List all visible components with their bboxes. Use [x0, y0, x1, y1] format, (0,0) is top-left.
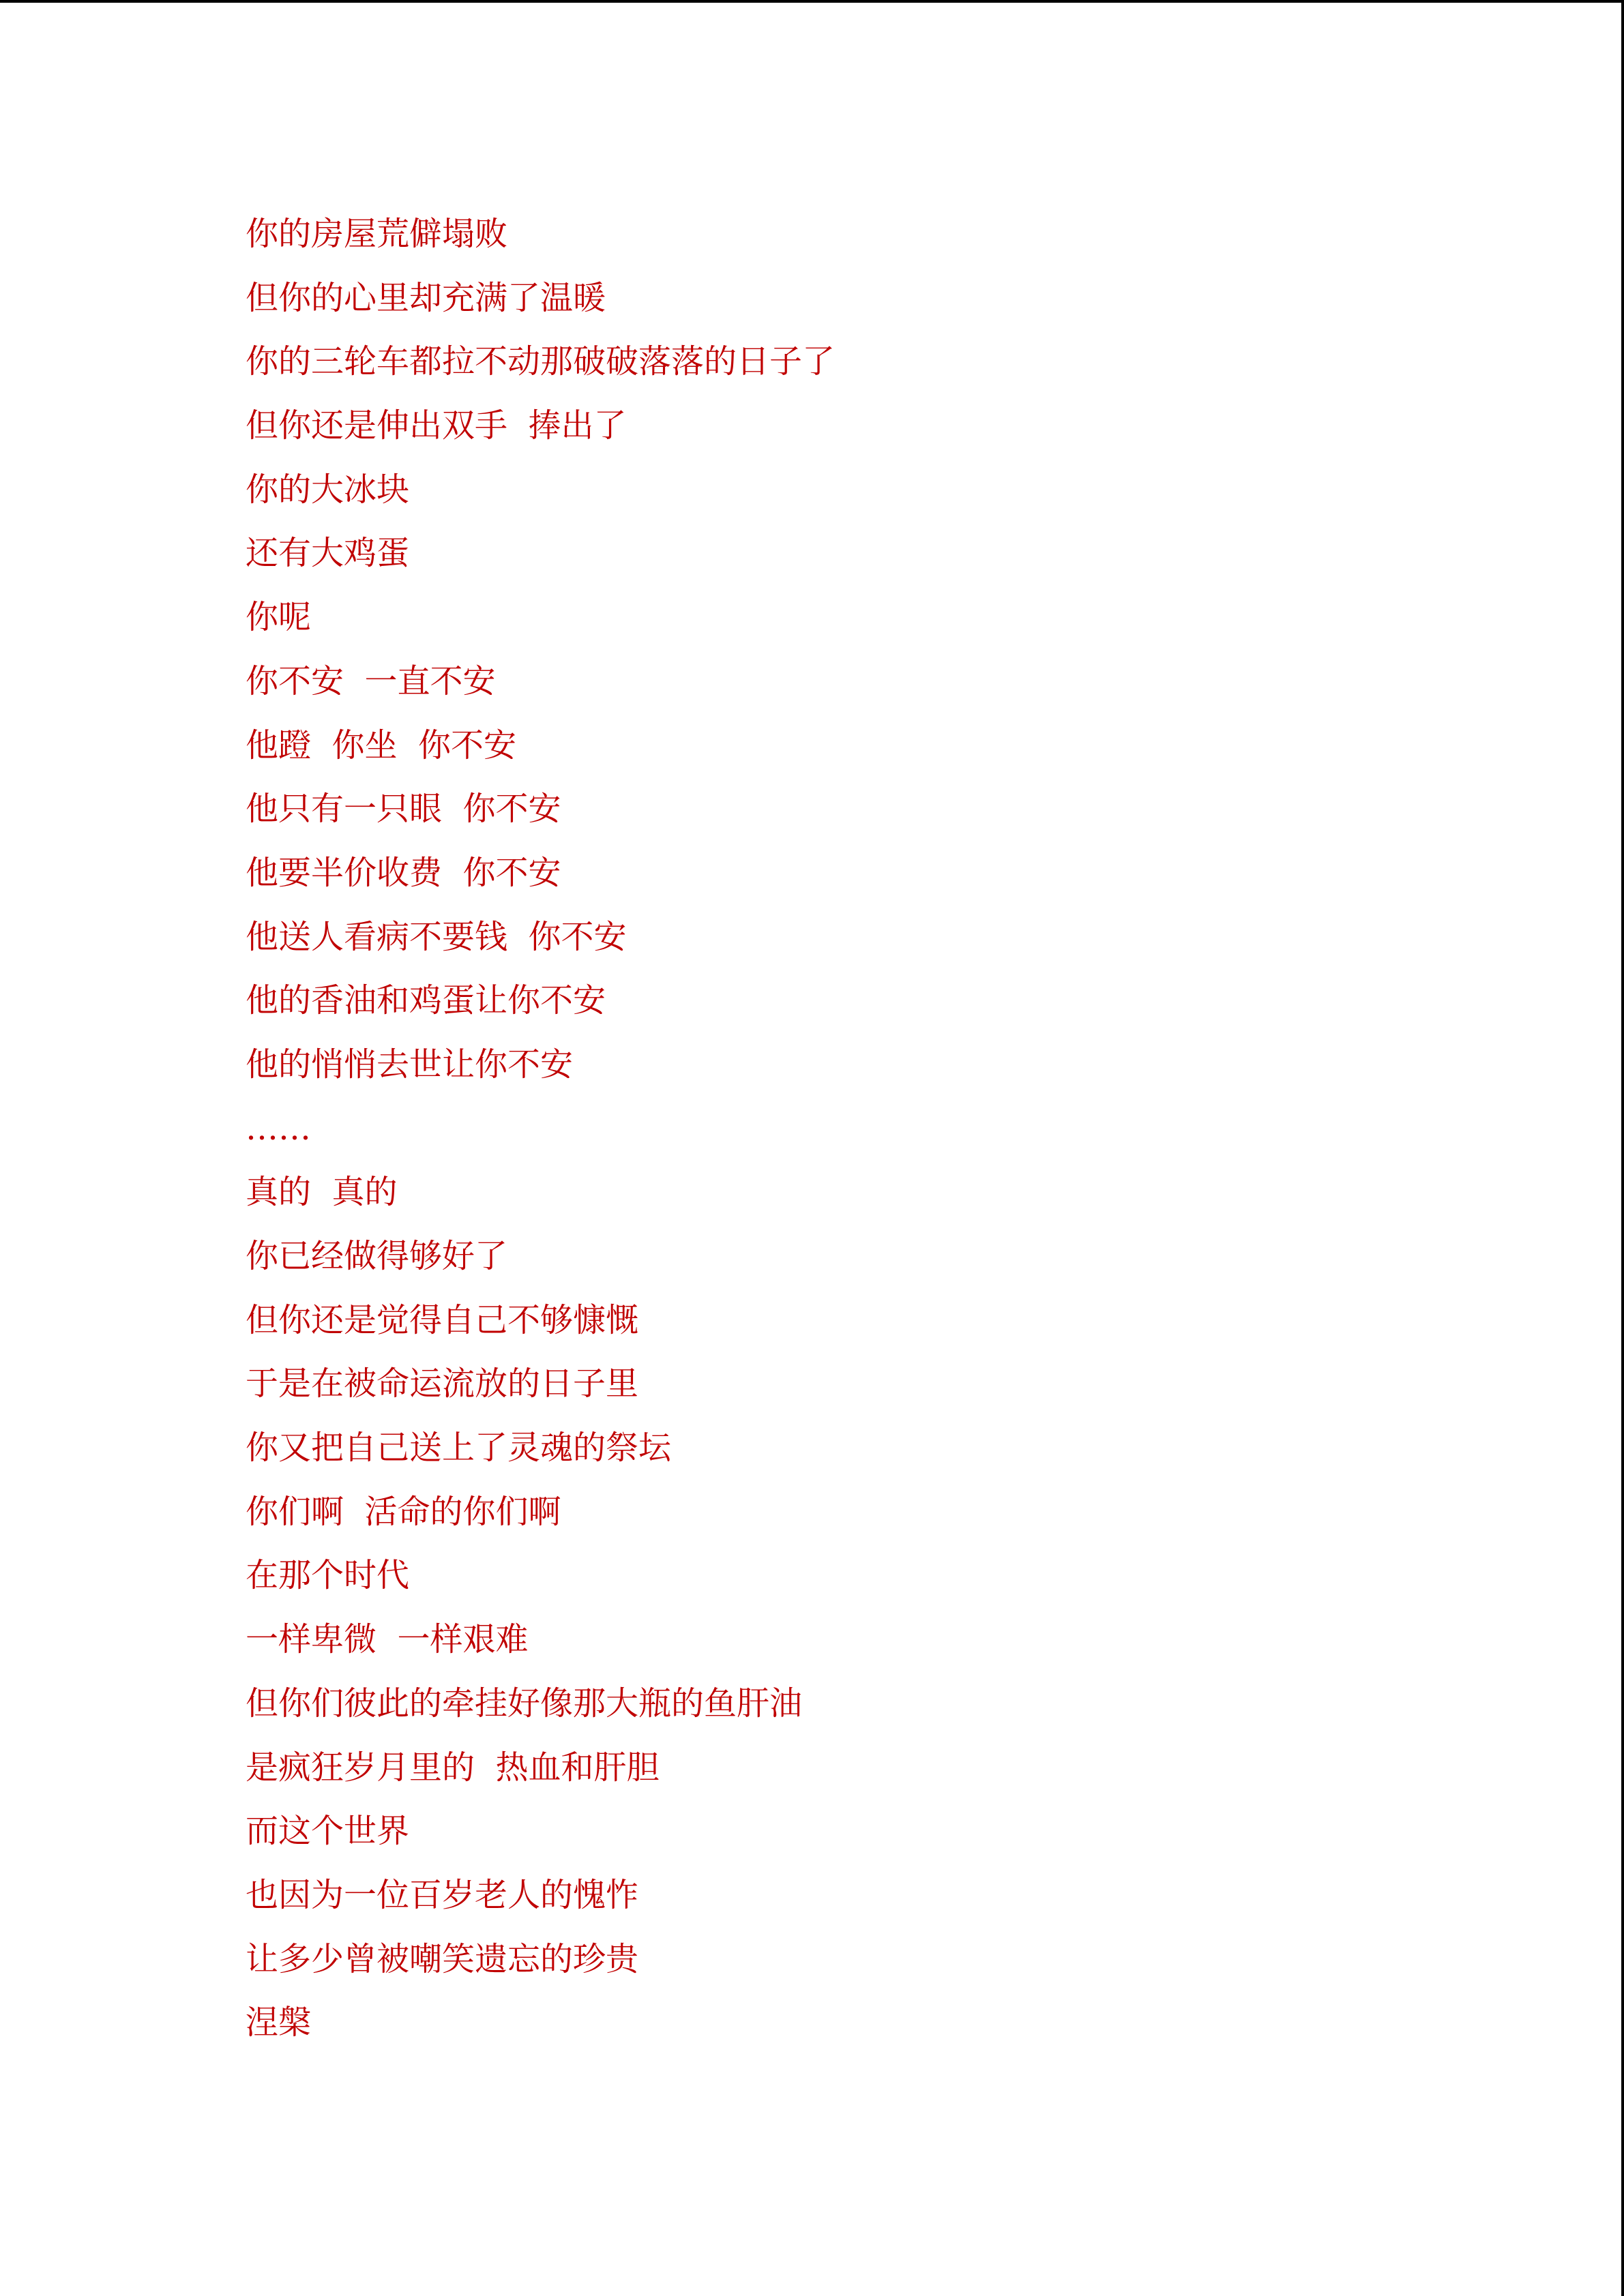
poem-line: 他蹬 你坐 你不安 [246, 726, 517, 764]
poem-line: 他的香油和鸡蛋让你不安 [246, 981, 606, 1020]
poem-line: 你的房屋荒僻塌败 [246, 215, 508, 253]
poem-line: 真的 真的 [246, 1173, 398, 1212]
poem-line: 一样卑微 一样艰难 [246, 1620, 529, 1659]
poem-line: 让多少曾被嘲笑遗忘的珍贵 [246, 1939, 639, 1978]
poem-line: 在那个时代 [246, 1556, 410, 1595]
poem-line: 你已经做得够好了 [246, 1237, 508, 1275]
poem-line: 但你还是伸出双手 捧出了 [246, 406, 627, 445]
poem-line: 你们啊 活命的你们啊 [246, 1492, 561, 1531]
poem-line: 而这个世界 [246, 1812, 410, 1851]
poem-line: 他送人看病不要钱 你不安 [246, 917, 627, 956]
poem-line: 你又把自己送上了灵魂的祭坛 [246, 1429, 672, 1467]
poem-line: 还有大鸡蛋 [246, 534, 410, 573]
poem-line: 你呢 [246, 598, 312, 637]
poem-line: 他只有一只眼 你不安 [246, 790, 561, 829]
poem-line: 他的悄悄去世让你不安 [246, 1045, 574, 1084]
poem-line: 但你还是觉得自己不够慷慨 [246, 1300, 639, 1339]
poem-line: 涅槃 [246, 2003, 312, 2042]
poem-line: 也因为一位百岁老人的愧怍 [246, 1875, 639, 1914]
poem-line: 你的大冰块 [246, 470, 410, 509]
poem-line: 你不安 一直不安 [246, 661, 496, 700]
poem-line: 是疯狂岁月里的 热血和肝胆 [246, 1748, 660, 1787]
poem-text [246, 203, 835, 2055]
poem-line: 他要半价收费 你不安 [246, 853, 561, 892]
poem-line: 但你们彼此的牵挂好像那大瓶的鱼肝油 [246, 1684, 803, 1723]
poem-line: …… [246, 1109, 311, 1148]
poem-line: 但你的心里却充满了温暖 [246, 278, 606, 317]
poem-line: 你的三轮车都拉不动那破破落落的日子了 [246, 342, 836, 381]
poem-line: 于是在被命运流放的日子里 [246, 1365, 639, 1403]
